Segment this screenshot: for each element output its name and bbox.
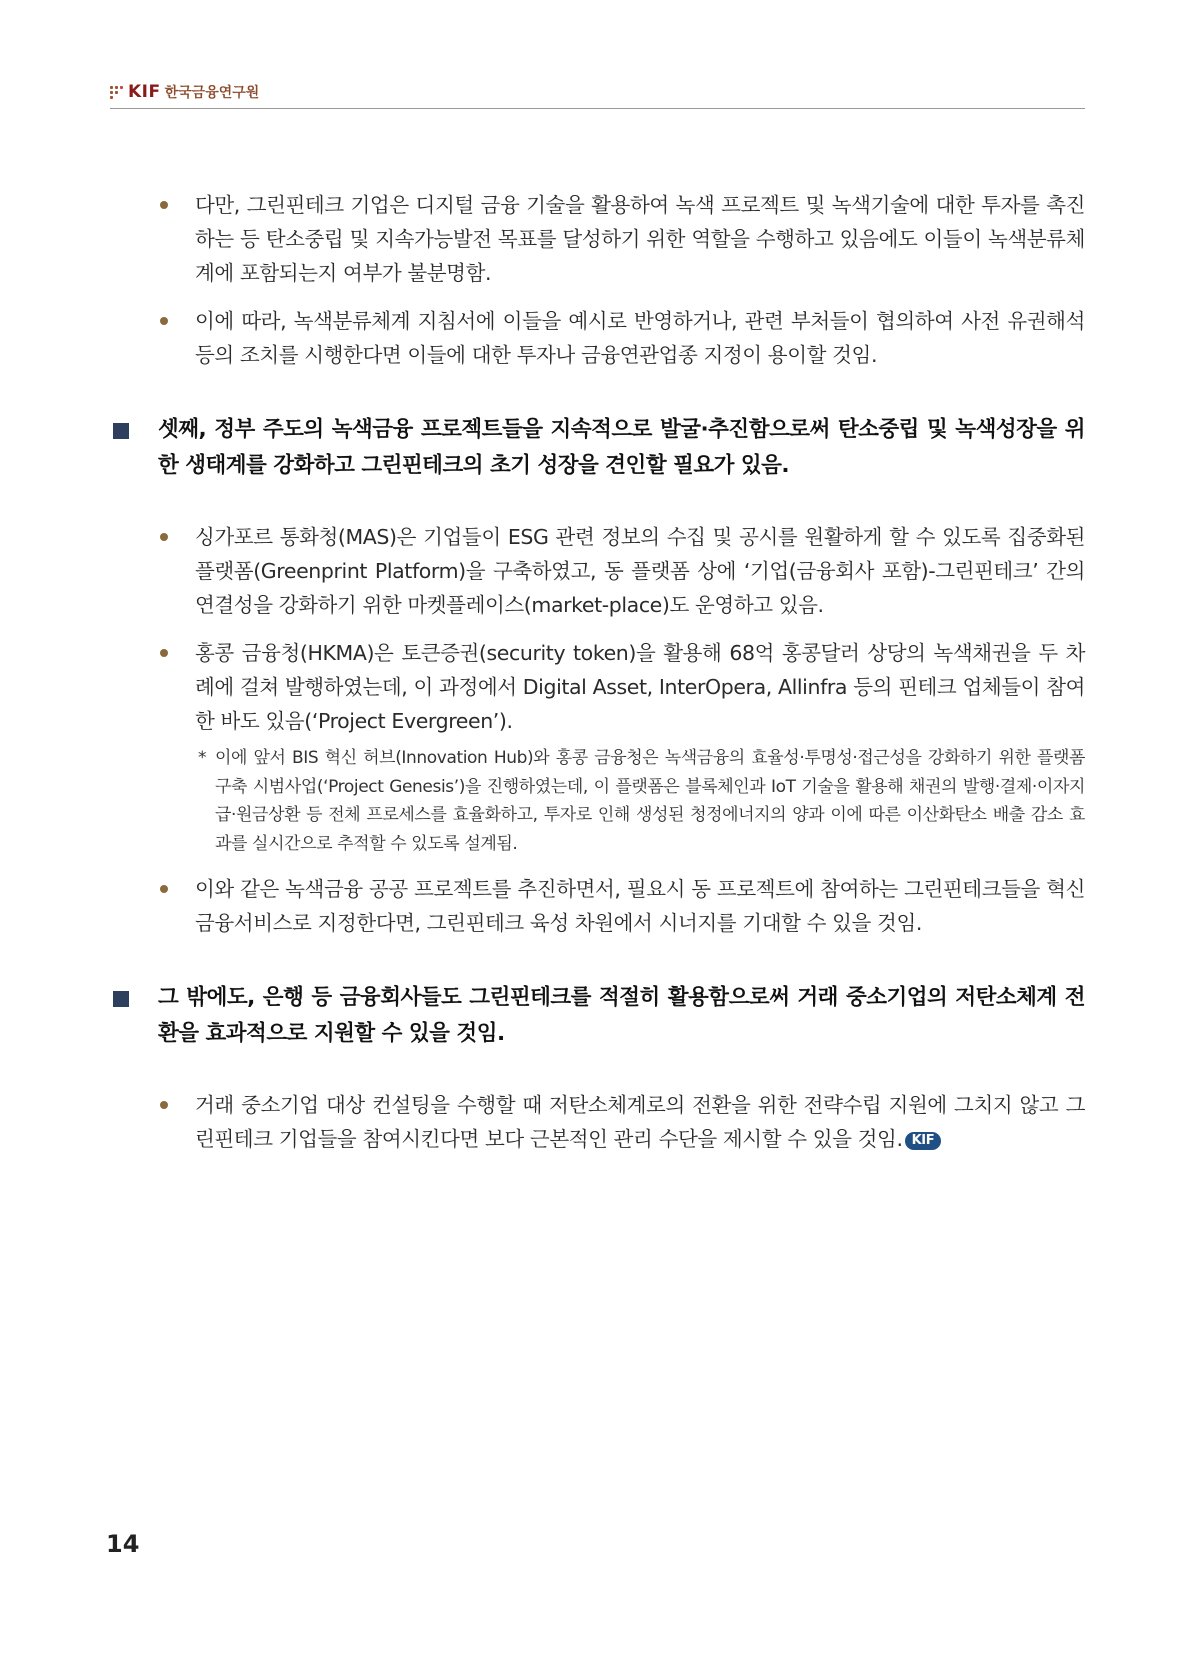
page-number: 14 <box>106 1530 140 1558</box>
bullet-text: 이와 같은 녹색금융 공공 프로젝트를 추진하면서, 필요시 동 프로젝트에 참여하는 그린핀테크들을 혁신금융서비스로 지정한다면, 그린핀테크 육성 차원에서 시너지를 기대할 수 있을 것임. <box>195 877 1085 935</box>
footnote-text: 이에 앞서 BIS 혁신 허브(Innovation Hub)와 홍콩 금융청은 녹색금융의 효율성·투명성·접근성을 강화하기 위한 플랫폼 구축 시범사업(‘Project Genesis’)을 진행하였는데, 이 플랫폼은 블록체인과 IoT 기술을 활용해 채권의 발행·결제·이자지급·원금상환 등 전체 프로세스를 효율화하고, 투자로 인해 생성된 청정에너지의 양과 이에 따른 이산화탄소 배출 감소 효과를 실시간으로 추적할 수 있도록 설계됨. <box>215 748 1085 854</box>
section-square-icon <box>113 991 129 1007</box>
section-heading <box>110 412 1085 484</box>
bullet-icon <box>160 1101 168 1109</box>
page-header <box>110 78 1085 109</box>
bullet-icon <box>160 885 168 893</box>
bullet-icon <box>160 649 168 657</box>
bullet-item <box>110 1088 1085 1156</box>
bullet-item <box>110 872 1085 940</box>
kif-logo <box>110 82 259 102</box>
section-heading <box>110 980 1085 1052</box>
main-content <box>110 188 1085 1170</box>
footnote <box>110 744 1085 858</box>
section-heading-text: 셋째, 정부 주도의 녹색금융 프로젝트들을 지속적으로 발굴·추진함으로써 탄소중립 및 녹색성장을 위한 생태계를 강화하고 그린핀테크의 초기 성장을 견인할 필요가 있음. <box>158 417 1085 478</box>
bullet-item <box>110 304 1085 372</box>
kif-end-badge: KIF <box>905 1132 942 1150</box>
bullet-text: 싱가포르 통화청(MAS)은 기업들이 ESG 관련 정보의 수집 및 공시를 원활하게 할 수 있도록 집중화된 플랫폼(Greenprint Platform)을 구축하였고, 동 플랫폼 상에 ‘기업(금융회사 포함)-그린핀테크’ 간의 연결성을 강화하기 위한 마켓플레이스(market-place)도 운영하고 있음. <box>195 525 1085 617</box>
bullet-text: 홍콩 금융청(HKMA)은 토큰증권(security token)을 활용해 68억 홍콩달러 상당의 녹색채권을 두 차례에 걸쳐 발행하였는데, 이 과정에서 Digital Asset, InterOpera, Allinfra 등의 핀테크 업체들이 참여한 바도 있음(‘Project Evergreen’). <box>195 641 1085 733</box>
section-square-icon <box>113 423 129 439</box>
logo-institute-name: 한국금융연구원 <box>164 85 260 101</box>
logo-kif-text: KIF <box>128 82 161 102</box>
bullet-text: 이에 따라, 녹색분류체계 지침서에 이들을 예시로 반영하거나, 관련 부처들이 협의하여 사전 유권해석 등의 조치를 시행한다면 이들에 대한 투자나 금융연관업종 지정이 용이할 것임. <box>195 309 1085 367</box>
section-heading-text: 그 밖에도, 은행 등 금융회사들도 그린핀테크를 적절히 활용함으로써 거래 중소기업의 저탄소체계 전환을 효과적으로 지원할 수 있을 것임. <box>158 985 1085 1046</box>
bullet-text: 다만, 그린핀테크 기업은 디지털 금융 기술을 활용하여 녹색 프로젝트 및 녹색기술에 대한 투자를 촉진하는 등 탄소중립 및 지속가능발전 목표를 달성하기 위한 역할을 수행하고 있음에도 이들이 녹색분류체계에 포함되는지 여부가 불분명함. <box>195 193 1085 285</box>
bullet-text: 거래 중소기업 대상 컨설팅을 수행할 때 저탄소체계로의 전환을 위한 전략수립 지원에 그치지 않고 그린핀테크 기업들을 참여시킨다면 보다 근본적인 관리 수단을 제시할 수 있을 것임. <box>195 1093 1085 1151</box>
bullet-icon <box>160 201 168 209</box>
bullet-item <box>110 636 1085 738</box>
bullet-icon <box>160 317 168 325</box>
logo-dots-icon <box>110 86 124 98</box>
bullet-item <box>110 188 1085 290</box>
bullet-icon <box>160 533 168 541</box>
footnote-marker: * <box>198 748 207 768</box>
bullet-item <box>110 520 1085 622</box>
